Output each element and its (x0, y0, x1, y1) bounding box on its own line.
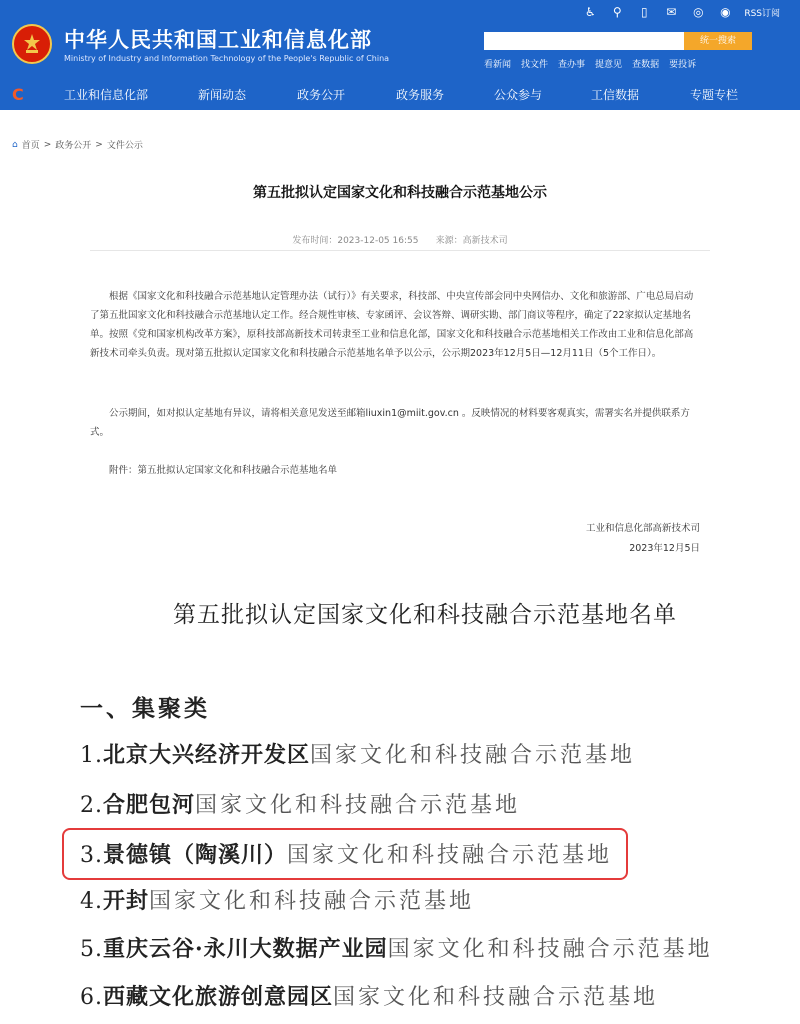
list-item (80, 884, 474, 915)
section-heading: 一、集聚类 (80, 695, 210, 722)
list-item-number: 3. (80, 843, 103, 868)
nav-item-data[interactable]: 工信数据 (591, 88, 640, 102)
main-nav (0, 80, 800, 108)
list-item-suffix: 国家文化和科技融合示范基地 (287, 843, 613, 868)
list-item-suffix: 国家文化和科技融合示范基地 (149, 889, 475, 914)
nav-item-affairs-open[interactable]: 政务公开 (297, 88, 346, 102)
quick-link-services[interactable]: 查办事 (558, 60, 586, 70)
search-input[interactable] (484, 32, 684, 50)
wheelchair-icon[interactable]: ⚲ (612, 5, 622, 19)
signature-org: 工业和信息化部高新技术司 (585, 523, 700, 534)
nav-item-topics[interactable]: 专题专栏 (690, 88, 739, 102)
mail-icon[interactable]: ✉ (666, 5, 677, 19)
article-paragraph-2: 公示期间，如对拟认定基地有异议，请将相关意见发送至邮箱liuxin1@miit.gov.cn 。反映情况的材料要客观真实，需署实名并提供联系方式。 (90, 408, 690, 438)
list-item-name: 合肥包河 (103, 792, 196, 818)
wechat-icon[interactable]: ◎ (693, 5, 704, 19)
quick-link-feedback[interactable]: 提意见 (595, 60, 623, 70)
nav-item-news[interactable]: 新闻动态 (198, 88, 247, 102)
breadcrumb-files[interactable]: 文件公示 (106, 141, 143, 151)
accessibility-icon[interactable]: ♿ (584, 5, 596, 19)
quick-link-complaint[interactable]: 要投诉 (669, 60, 697, 70)
signature-date: 2023年12月5日 (629, 543, 700, 554)
home-icon: ⌂ (12, 139, 18, 150)
article-title: 第五批拟认定国家文化和科技融合示范基地公示 (253, 185, 547, 201)
list-item-name: 西藏文化旅游创意园区 (103, 984, 334, 1010)
list-item (80, 932, 713, 963)
highlight-box (62, 828, 628, 880)
quick-link-files[interactable]: 找文件 (521, 60, 549, 70)
list-item (80, 738, 635, 769)
breadcrumb-home[interactable]: 首页 (21, 141, 40, 151)
list-item-number: 1. (80, 743, 103, 768)
quick-links (484, 57, 696, 70)
search-button[interactable]: 统一搜索 (684, 32, 752, 50)
nav-item-ministry[interactable]: 工业和信息化部 (64, 88, 149, 102)
list-item-name: 景德镇（陶溪川） (103, 842, 288, 868)
nav-item-participation[interactable]: 公众参与 (494, 88, 543, 102)
top-icon-bar (582, 5, 780, 19)
breadcrumb-affairs[interactable]: 政务公开 (55, 141, 92, 151)
list-item-suffix: 国家文化和科技融合示范基地 (195, 793, 521, 818)
article-meta (0, 233, 800, 246)
list-item-name: 开封 (103, 888, 150, 914)
article-attachment[interactable]: 附件：第五批拟认定国家文化和科技融合示范基地名单 (109, 465, 338, 476)
nav-logo-icon[interactable]: C (12, 85, 24, 104)
national-emblem-icon[interactable] (12, 24, 52, 64)
breadcrumb: ⌂ 首页 > 政务公开 > 文件公示 (12, 139, 143, 151)
list-item-number: 6. (80, 985, 103, 1010)
list-item-suffix: 国家文化和科技融合示范基地 (387, 937, 713, 962)
list-item-suffix: 国家文化和科技融合示范基地 (333, 985, 659, 1010)
publish-time: 发布时间：2023-12-05 16:55 (292, 236, 419, 246)
rss-link[interactable]: RSS订阅 (744, 8, 780, 19)
list-item (80, 788, 520, 819)
quick-link-news[interactable]: 看新闻 (484, 60, 512, 70)
article-paragraph-1: 根据《国家文化和科技融合示范基地认定管理办法（试行）》有关要求，科技部、中央宣传部会同中央网信办、文化和旅游部、广电总局启动了第五批国家文化和科技融合示范基地认定工作。经合规性审核、专家函评、会议答辩、调研实勘、部门商议等程序，确定了22家拟认定基地名单。按照《党和国家机构改革方案》，原科技部高新技术司转隶至工业和信息化部，国家文化和科技融合示范基地相关工作改由工业和信息化部高新技术司牵头负责。现对第五批拟认定国家文化和科技融合示范基地名单予以公示，公示期2023年12月5日—12月11日（5个工作日）。 (90, 291, 694, 359)
weibo-icon[interactable]: ◉ (720, 5, 731, 19)
site-title[interactable]: 中华人民共和国工业和信息化部 (64, 28, 372, 52)
list-item-number: 5. (80, 937, 103, 962)
list-item-number: 4. (80, 889, 103, 914)
divider (90, 250, 710, 251)
list-item (80, 980, 658, 1011)
quick-link-data[interactable]: 查数据 (632, 60, 660, 70)
list-item-name: 重庆云谷·永川大数据产业园 (103, 936, 388, 962)
list-item-name: 北京大兴经济开发区 (103, 742, 311, 768)
list-title: 第五批拟认定国家文化和科技融合示范基地名单 (173, 602, 677, 628)
list-item-suffix: 国家文化和科技融合示范基地 (310, 743, 636, 768)
site-subtitle: Ministry of Industry and Information Technology of the People's Republic of China (64, 54, 390, 63)
article-source: 来源：高新技术司 (435, 236, 508, 246)
list-item-number: 2. (80, 793, 103, 818)
site-header (0, 0, 800, 110)
mobile-icon[interactable]: ▯ (641, 5, 648, 19)
nav-item-services[interactable]: 政务服务 (396, 88, 445, 102)
